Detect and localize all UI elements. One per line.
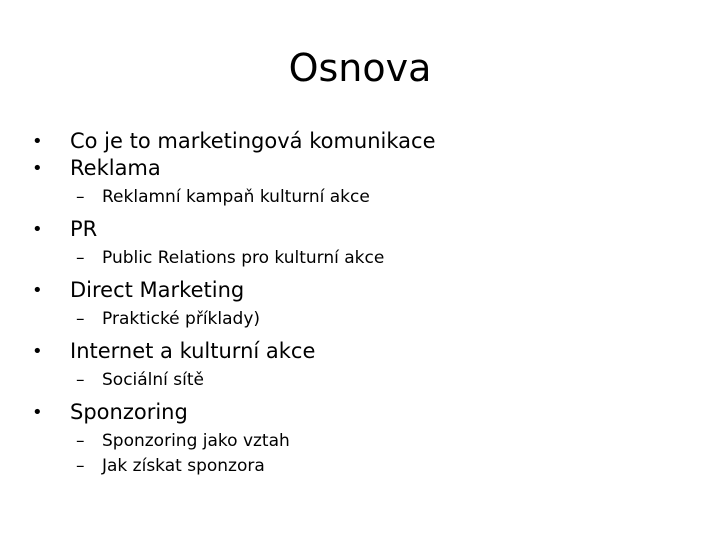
bullet-icon: • xyxy=(32,131,43,152)
outline-item-pr xyxy=(32,216,692,243)
outline-subitem xyxy=(32,368,692,393)
dash-icon: – xyxy=(76,309,85,329)
outline-subitem xyxy=(32,454,692,479)
dash-icon: – xyxy=(76,431,85,451)
outline-item-sponsoring xyxy=(32,399,692,426)
outline-subitems xyxy=(32,185,692,210)
outline-subitems xyxy=(32,307,692,332)
outline-list xyxy=(32,128,692,485)
bullet-icon: • xyxy=(32,280,43,301)
outline-subitem xyxy=(32,246,692,271)
dash-icon: – xyxy=(76,248,85,268)
outline-item-advertising xyxy=(32,155,692,182)
outline-subitem xyxy=(32,185,692,210)
outline-item-label: Co je to marketingová komunikace xyxy=(70,129,436,153)
outline-subitem-label: Reklamní kampaň kulturní akce xyxy=(102,187,370,207)
outline-subitem-label: Jak získat sponzora xyxy=(102,456,265,476)
outline-item-label: Reklama xyxy=(70,156,161,180)
slide-title-text: Osnova xyxy=(288,46,432,90)
outline-item-label: PR xyxy=(70,217,98,241)
slide-title xyxy=(0,44,720,92)
dash-icon: – xyxy=(76,370,85,390)
bullet-icon: • xyxy=(32,402,43,423)
outline-item-label: Sponzoring xyxy=(70,400,188,424)
outline-subitem-label: Praktické příklady) xyxy=(102,309,261,329)
outline-item-direct-marketing xyxy=(32,277,692,304)
dash-icon: – xyxy=(76,456,85,476)
bullet-icon: • xyxy=(32,158,43,179)
dash-icon: – xyxy=(76,187,85,207)
outline-item-label: Internet a kulturní akce xyxy=(70,339,316,363)
outline-subitem-label: Public Relations pro kulturní akce xyxy=(102,248,385,268)
outline-subitem-label: Sponzoring jako vztah xyxy=(102,431,290,451)
outline-subitems xyxy=(32,368,692,393)
outline-item-marketing-communication xyxy=(32,128,692,155)
outline-item-internet xyxy=(32,338,692,365)
bullet-icon: • xyxy=(32,341,43,362)
outline-subitems xyxy=(32,246,692,271)
bullet-icon: • xyxy=(32,219,43,240)
outline-subitems xyxy=(32,429,692,479)
outline-subitem xyxy=(32,429,692,454)
outline-item-label: Direct Marketing xyxy=(70,278,245,302)
outline-subitem-label: Sociální sítě xyxy=(102,370,205,390)
outline-subitem xyxy=(32,307,692,332)
